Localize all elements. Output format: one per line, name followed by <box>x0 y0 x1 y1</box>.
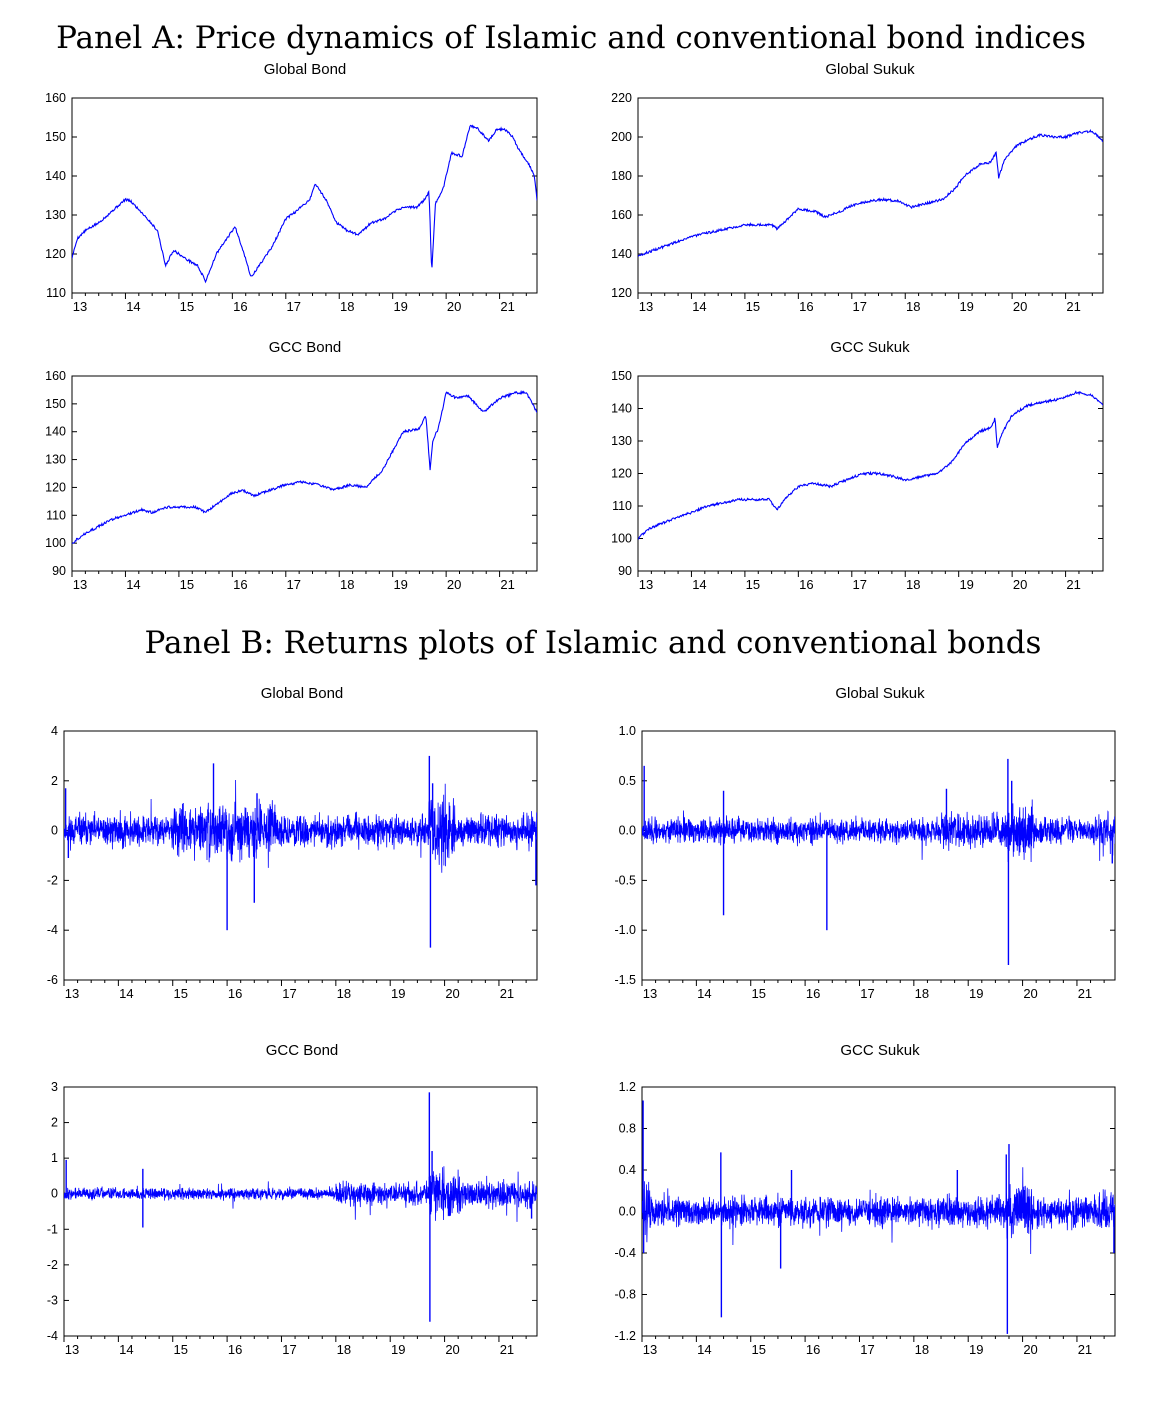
x-tick-label: 13 <box>638 299 654 314</box>
y-tick-label: -4 <box>46 923 58 938</box>
y-tick-label: 130 <box>45 452 66 467</box>
x-tick-label: 19 <box>968 1342 984 1357</box>
x-tick-label: 19 <box>959 577 974 592</box>
y-tick-label: 1.0 <box>618 724 636 738</box>
x-tick-label: 17 <box>860 1342 875 1357</box>
y-tick-label: 220 <box>611 91 632 105</box>
x-tick-label: 13 <box>642 986 658 1001</box>
y-tick-label: 0.0 <box>618 1204 636 1219</box>
y-tick-label: 120 <box>611 286 632 300</box>
y-tick-label: 130 <box>45 208 66 222</box>
y-tick-label: 90 <box>618 564 632 578</box>
x-tick-label: 18 <box>336 1342 352 1357</box>
y-tick-label: 200 <box>611 130 632 144</box>
y-tick-label: -1.2 <box>614 1329 636 1343</box>
y-tick-label: 1.2 <box>618 1080 636 1094</box>
x-tick-label: 15 <box>745 577 761 592</box>
x-tick-label: 17 <box>282 986 297 1001</box>
chart-title: Global Sukuk <box>825 61 915 78</box>
x-tick-label: 20 <box>445 1342 460 1357</box>
x-tick-label: 19 <box>959 299 974 314</box>
x-tick-label: 17 <box>852 577 868 592</box>
x-tick-label: 15 <box>745 299 761 314</box>
x-tick-label: 16 <box>233 577 248 592</box>
y-tick-label: 0.4 <box>618 1163 636 1177</box>
y-tick-label: 120 <box>611 466 632 481</box>
x-tick-label: 21 <box>1077 1342 1093 1357</box>
x-tick-label: 17 <box>852 299 868 314</box>
x-tick-label: 14 <box>119 1342 134 1357</box>
x-tick-label: 13 <box>64 986 80 1001</box>
x-tick-label: 14 <box>692 299 707 314</box>
y-tick-label: -4 <box>46 1329 58 1343</box>
y-tick-label: 0 <box>51 1186 58 1201</box>
x-tick-label: 15 <box>179 299 195 314</box>
x-tick-label: 18 <box>336 986 352 1001</box>
y-tick-label: 160 <box>45 369 66 383</box>
x-tick-label: 17 <box>860 986 875 1001</box>
y-tick-label: -0.5 <box>614 873 636 888</box>
y-tick-label: 180 <box>611 169 632 183</box>
x-tick-label: 16 <box>799 577 814 592</box>
x-tick-label: 16 <box>799 299 814 314</box>
x-tick-label: 21 <box>499 1342 515 1357</box>
y-tick-label: 140 <box>45 169 66 183</box>
y-tick-label: -6 <box>46 973 58 987</box>
y-tick-label: 130 <box>611 434 632 448</box>
x-tick-label: 16 <box>233 299 248 314</box>
x-tick-label: 16 <box>227 1342 243 1357</box>
y-tick-label: 160 <box>611 208 632 222</box>
y-tick-label: 2 <box>51 1115 58 1130</box>
x-tick-label: 13 <box>72 577 88 592</box>
y-tick-label: -1.0 <box>614 923 636 938</box>
x-tick-label: 21 <box>499 986 515 1001</box>
chart-title: Global Bond <box>260 685 344 702</box>
panel-a-title: Panel A: Price dynamics of Islamic and conventional bond indices <box>56 20 1086 56</box>
panel-b-title: Panel B: Returns plots of Islamic and conventional bonds <box>144 625 1042 661</box>
x-tick-label: 20 <box>1023 986 1038 1001</box>
y-tick-label: 3 <box>51 1080 58 1094</box>
x-tick-label: 21 <box>1077 986 1093 1001</box>
y-tick-label: 150 <box>611 369 632 383</box>
y-tick-label: 110 <box>46 508 66 523</box>
x-tick-label: 18 <box>906 577 921 592</box>
x-tick-label: 17 <box>282 1342 297 1357</box>
y-tick-label: 4 <box>51 724 58 738</box>
y-tick-label: 140 <box>611 247 632 261</box>
x-tick-label: 18 <box>340 577 355 592</box>
y-tick-label: -0.4 <box>614 1246 636 1260</box>
x-tick-label: 20 <box>1012 299 1028 314</box>
y-tick-label: 0.8 <box>618 1121 636 1136</box>
x-tick-label: 15 <box>173 1342 188 1357</box>
y-tick-label: -2 <box>46 873 58 888</box>
x-tick-label: 15 <box>751 1342 766 1357</box>
y-tick-label: -1 <box>46 1222 58 1237</box>
x-tick-label: 16 <box>227 986 243 1001</box>
y-tick-label: 0 <box>51 823 58 838</box>
y-tick-label: 150 <box>45 396 66 411</box>
chart-title: Global Sukuk <box>835 685 925 702</box>
x-tick-label: 13 <box>64 1342 80 1357</box>
chart-title: GCC Bond <box>265 1042 339 1059</box>
x-tick-label: 14 <box>126 299 141 314</box>
y-tick-label: 100 <box>611 531 632 546</box>
x-tick-label: 15 <box>179 577 195 592</box>
x-tick-label: 14 <box>126 577 141 592</box>
x-tick-label: 13 <box>642 1342 658 1357</box>
y-tick-label: 160 <box>45 91 66 105</box>
y-tick-label: 110 <box>46 286 66 300</box>
y-tick-label: 0.0 <box>618 823 636 838</box>
y-tick-label: -3 <box>46 1293 58 1308</box>
chart-title: GCC Bond <box>268 339 342 356</box>
x-tick-label: 15 <box>751 986 766 1001</box>
y-tick-label: 150 <box>45 130 66 144</box>
x-tick-label: 21 <box>1066 577 1081 592</box>
y-tick-label: 140 <box>611 401 632 416</box>
y-tick-label: 1 <box>51 1151 58 1166</box>
x-tick-label: 20 <box>1023 1342 1038 1357</box>
x-tick-label: 17 <box>286 577 302 592</box>
x-tick-label: 20 <box>446 577 462 592</box>
x-tick-label: 14 <box>697 986 712 1001</box>
x-tick-label: 21 <box>500 299 515 314</box>
x-tick-label: 20 <box>445 986 460 1001</box>
x-tick-label: 18 <box>914 1342 930 1357</box>
x-tick-label: 13 <box>638 577 654 592</box>
x-tick-label: 18 <box>914 986 930 1001</box>
chart-title: Global Bond <box>263 61 347 78</box>
x-tick-label: 19 <box>968 986 984 1001</box>
y-tick-label: 140 <box>45 424 66 439</box>
y-tick-label: 0.5 <box>618 773 636 788</box>
y-tick-label: 90 <box>52 564 66 578</box>
y-tick-label: 120 <box>45 247 66 261</box>
x-tick-label: 19 <box>393 577 408 592</box>
x-tick-label: 15 <box>173 986 188 1001</box>
x-tick-label: 13 <box>72 299 88 314</box>
x-tick-label: 20 <box>1012 577 1028 592</box>
y-tick-label: 2 <box>51 773 58 788</box>
chart-title: GCC Sukuk <box>840 1042 920 1059</box>
x-tick-label: 19 <box>390 986 406 1001</box>
series-line <box>642 1167 1115 1254</box>
x-tick-label: 18 <box>340 299 355 314</box>
y-tick-label: 110 <box>612 499 632 513</box>
x-tick-label: 19 <box>393 299 408 314</box>
x-tick-label: 14 <box>697 1342 712 1357</box>
y-tick-label: -1.5 <box>614 973 636 987</box>
chart-title: GCC Sukuk <box>830 339 910 356</box>
y-tick-label: -0.8 <box>614 1287 636 1302</box>
y-tick-label: 100 <box>45 536 66 551</box>
x-tick-label: 14 <box>692 577 707 592</box>
y-tick-label: -2 <box>46 1257 58 1272</box>
x-tick-label: 19 <box>390 1342 406 1357</box>
x-tick-label: 16 <box>805 986 821 1001</box>
y-tick-label: 120 <box>45 480 66 495</box>
x-tick-label: 17 <box>286 299 302 314</box>
x-tick-label: 16 <box>805 1342 821 1357</box>
x-tick-label: 21 <box>1066 299 1081 314</box>
x-tick-label: 18 <box>906 299 921 314</box>
x-tick-label: 20 <box>446 299 462 314</box>
x-tick-label: 14 <box>119 986 134 1001</box>
x-tick-label: 21 <box>500 577 515 592</box>
